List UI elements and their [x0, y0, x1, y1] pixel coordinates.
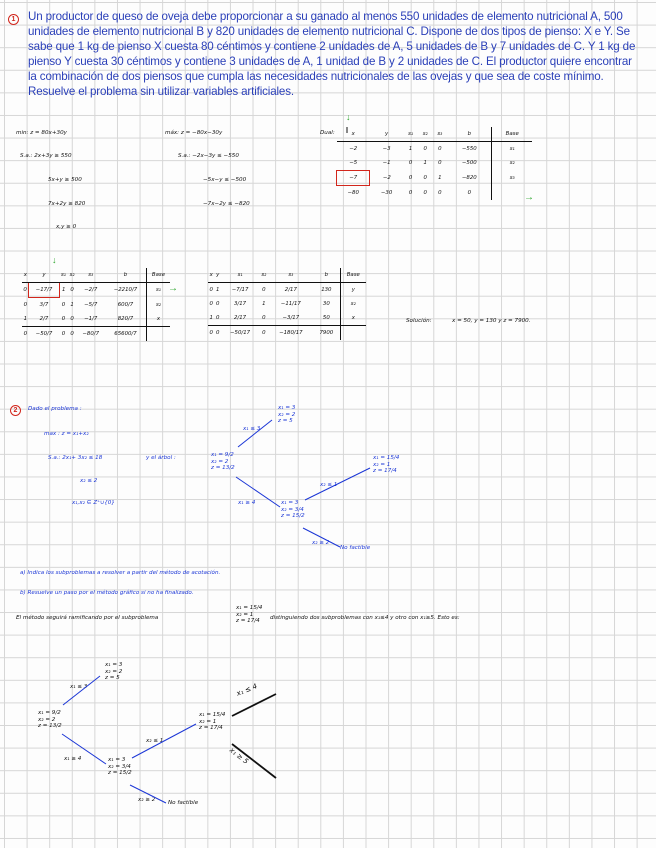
cell: s₃ — [492, 171, 532, 186]
node-line: x₂ = 2 — [211, 458, 229, 465]
cell: 3/7 — [39, 302, 49, 308]
edge-line — [236, 477, 280, 507]
node-line: z = 13/2 — [211, 465, 235, 472]
cell: 2/7 — [39, 316, 49, 322]
node-line: x₁ = 15/4 — [236, 605, 263, 611]
cell: 0 — [423, 189, 427, 196]
neg-constraint-2: −5x−y ≤ −500 — [203, 177, 247, 183]
cell: −2210/7 — [113, 287, 138, 294]
constraint-2: 5x+y ≥ 500 — [48, 177, 82, 183]
cell: 0 — [215, 326, 222, 341]
problem-1-number: 1 — [8, 14, 19, 25]
cell: 50 — [322, 315, 330, 321]
edge-label: x₂ ≤ 1 — [146, 738, 164, 744]
cell: 1 — [209, 315, 213, 321]
node-line: z = 15/2 — [108, 770, 132, 777]
cell: 65600/7 — [105, 327, 146, 342]
cell: 0 — [23, 287, 27, 294]
cell: −50/17 — [221, 326, 259, 341]
node-line: z = 15/2 — [281, 513, 305, 520]
problem-2-constraint-1: S.a.: 2x₁+ 3x₂ ≤ 18 — [48, 455, 103, 461]
cell: −5/7 — [84, 301, 98, 308]
solution-label: Solución: — [406, 318, 432, 324]
col-b: b — [105, 268, 146, 283]
cell: 0 — [467, 189, 472, 196]
cell: 0 — [438, 160, 442, 167]
leaving-arrow-icon: → — [524, 192, 534, 203]
cell: −80/7 — [76, 327, 105, 342]
cell: 1 — [438, 175, 442, 181]
node-line: z = 13/2 — [38, 723, 62, 730]
cell: −2 — [349, 146, 358, 152]
cell: 0 — [408, 160, 413, 167]
node-line: x₂ = 2 — [105, 668, 123, 675]
cell: 0 — [423, 146, 427, 152]
node-line: z = 5 — [105, 675, 120, 682]
problem-2-objective: max : z = x₁+x₂ — [44, 431, 89, 437]
edge-line — [132, 724, 196, 758]
cell: 1 — [262, 301, 266, 307]
cell: s₁ — [492, 142, 532, 157]
col-s3: s₃ — [76, 268, 105, 283]
pivot-cell: −17/7 — [29, 283, 59, 298]
node-line: x₁ = 15/4 — [199, 712, 226, 718]
col-x: x — [22, 268, 29, 283]
cell: s₂ — [146, 298, 170, 313]
part-b: b) Resuelve un paso por el método gráfico si no ha finalizado. — [20, 590, 194, 596]
cell: −5 — [349, 160, 358, 166]
col-x: x — [337, 127, 370, 142]
conclusion-right: distinguiendo dos subproblemas con x₁≤4 y otro con x₁≥5. Esto es: — [270, 615, 460, 621]
node-line: z = 5 — [278, 418, 293, 425]
cell: 0 — [262, 315, 266, 321]
col-s3: s₃ — [433, 127, 448, 142]
edge-line — [130, 785, 166, 803]
node-line: x₁ = 15/4 — [373, 455, 400, 461]
node-line: x₂ = 3/4 — [108, 763, 131, 770]
cell: −30 — [380, 189, 393, 196]
node-line: x₁ = 3 — [281, 500, 299, 506]
min-objective: min: z = 80x+30y — [16, 130, 67, 136]
cell: y — [340, 283, 366, 298]
cell: 2/17 — [234, 315, 247, 321]
infeasible-label: No factible — [340, 545, 371, 551]
cell: 0 — [216, 315, 220, 321]
cell: s₂ — [492, 156, 532, 171]
edge-line — [63, 676, 100, 705]
cell: 7900 — [313, 326, 340, 341]
edge-line — [62, 734, 106, 764]
cell: 130 — [321, 287, 332, 293]
col-s1: s₁ — [59, 268, 68, 283]
branch-line — [232, 694, 276, 716]
branch-label-b: x₁ ≥ 5 — [227, 746, 250, 766]
cell: 1 — [216, 287, 220, 293]
solution-value: x = 50, y = 130 y z = 7900. — [452, 318, 531, 324]
node-line: x₁ = 3 — [108, 757, 126, 763]
node-line: x₁ = 3 — [278, 405, 296, 411]
col-y: y — [215, 268, 222, 283]
dual-label: Dual: — [320, 130, 335, 136]
edge-line — [303, 528, 340, 547]
cell: x — [340, 311, 366, 326]
cell: 600/7 — [117, 301, 134, 308]
cell: 30 — [322, 301, 330, 307]
cell: x — [146, 312, 170, 327]
node-line: x₂ = 1 — [373, 461, 391, 468]
cell: −2 — [382, 175, 391, 181]
constraint-nonneg: x,y ≥ 0 — [56, 224, 77, 230]
edge-label: x₁ ≤ 3 — [243, 426, 261, 432]
conclusion-left: El método seguirá ramificando por el subproblema — [16, 615, 159, 621]
problem-2-integer: x₁,x₂ ∈ Z⁺∪{0} — [72, 500, 115, 506]
entering-arrow-icon: ↓ — [346, 112, 351, 122]
cell: 0 — [208, 326, 215, 341]
edge-label: x₂ ≥ 2 — [312, 540, 330, 546]
col-s3: s₃ — [269, 268, 314, 283]
neg-constraint-3: −7x−2y ≤ −820 — [203, 201, 250, 207]
col-base: Base — [492, 127, 532, 142]
col-s1: s₁ — [403, 127, 418, 142]
node-line: x₁ = 9/2 — [38, 710, 61, 716]
node-line: z = 17/4 — [199, 725, 223, 732]
col-x: x — [208, 268, 215, 283]
cell: 0 — [59, 327, 68, 342]
edge-label: x₂ ≤ 1 — [320, 482, 338, 488]
cell: −1 — [382, 160, 391, 167]
cell: 0 — [70, 316, 74, 322]
edge-line — [238, 420, 272, 447]
cell: 2/17 — [284, 287, 297, 293]
col-s1: s₁ — [221, 268, 259, 283]
problem-2-constraint-2: x₂ ≤ 2 — [80, 478, 98, 484]
cell: −500 — [461, 160, 477, 167]
edge-line — [305, 468, 370, 500]
node-line: x₂ = 2 — [38, 716, 56, 723]
cell: 0 — [70, 287, 74, 294]
branch-label-a: x₁ ≤ 4 — [235, 682, 259, 698]
col-s2: s₂ — [418, 127, 433, 142]
node-line: z = 17/4 — [373, 468, 397, 475]
node-line: x₂ = 1 — [236, 611, 254, 618]
cell: −2/7 — [84, 287, 98, 294]
infeasible-label: No factible — [168, 800, 199, 806]
cell: s₁ — [146, 283, 170, 298]
cell: 0 — [23, 301, 28, 308]
col-b: b — [313, 268, 340, 283]
col-base: Base — [340, 268, 366, 283]
cell: 0 — [61, 301, 66, 308]
node-line: x₂ = 1 — [199, 718, 217, 725]
entering-arrow-icon: ↓ — [52, 255, 57, 265]
constraint-3: 7x+2y ≥ 820 — [48, 201, 86, 207]
cell: −11/17 — [280, 301, 301, 307]
node-line: x₁ = 3 — [105, 662, 123, 668]
cell: s₂ — [340, 297, 366, 311]
col-s2: s₂ — [68, 268, 77, 283]
edge-label: x₁ ≥ 4 — [238, 500, 256, 506]
node-line: z = 17/4 — [236, 618, 260, 625]
cell: 1 — [408, 146, 413, 152]
col-s2: s₂ — [259, 268, 268, 283]
problem-2-number: 2 — [10, 405, 21, 416]
cell: 1 — [70, 301, 74, 308]
edge-label: x₁ ≥ 4 — [64, 756, 82, 762]
cell: 0 — [408, 189, 413, 196]
cell: −7/17 — [231, 287, 249, 293]
col-y: y — [29, 268, 59, 283]
cell: 1 — [23, 316, 28, 322]
cell: −180/17 — [269, 326, 314, 341]
cell: −820 — [461, 175, 477, 181]
cell: 0 — [438, 189, 442, 196]
cell: 0 — [209, 301, 213, 307]
problem-2-intro: Dado el problema : — [28, 406, 82, 412]
branch-line — [232, 744, 276, 778]
cell: 1 — [423, 160, 427, 167]
cell: 0 — [209, 287, 213, 293]
cell: 0 — [61, 316, 66, 322]
problem-1-statement: Un productor de queso de oveja debe proporcionar a su ganado al menos 550 unidades de elemento nutricional A, 500 unidades de elemento nutricional B y 820 unidades de elemento nutricional C. Dispone de dos tipos de pienso: X e Y. Se sabe que 1 kg de pienso X cuesta 80 céntimos y contiene 2 unidades de A, 5 unidades de B y 7 unidades de C. Y 1 kg de pienso Y cuesta 30 céntimos y contiene 3 unidades de A, 1 unidad de B y 2 unidades de C. El productor quiere encontrar la combinación de dos piensos que cumpla las necesidades nutricionales de las ovejas y que sea de coste mínimo. Resuelve el problema sin utilizar variables artificiales. — [28, 10, 636, 98]
cell: −1/7 — [84, 316, 98, 322]
cell: −50/7 — [29, 327, 59, 342]
cell: 0 — [22, 327, 29, 342]
cell: −550 — [461, 146, 477, 152]
cell: 0 — [216, 301, 220, 307]
cell: −3/17 — [282, 315, 300, 321]
max-objective: máx: z = −80x−30y — [165, 130, 223, 136]
cell: 0 — [68, 327, 77, 342]
pivot-cell: −7 — [337, 171, 370, 186]
neg-constraint-1: S.a.: −2x−3y ≤ −550 — [178, 153, 239, 159]
col-b: b — [447, 127, 492, 142]
cell: 0 — [408, 175, 413, 181]
leaving-arrow-icon: → — [168, 283, 178, 294]
cell: −3 — [382, 146, 391, 152]
cell: −80 — [347, 190, 359, 196]
cell: 3/17 — [234, 301, 247, 307]
node-line: x₂ = 3/4 — [281, 506, 304, 513]
cell: 0 — [259, 326, 268, 341]
edge-label: x₂ ≥ 2 — [138, 797, 156, 803]
node-line: x₁ = 9/2 — [211, 452, 234, 458]
cell: 0 — [262, 287, 266, 293]
problem-2-tree-intro: y el árbol : — [146, 455, 176, 461]
cell: 820/7 — [117, 316, 134, 322]
edge-label: x₁ ≤ 3 — [70, 684, 88, 690]
part-a: a) Indica los subproblemas a resolver a partir del método de acotación. — [20, 570, 221, 576]
node-line: x₂ = 2 — [278, 411, 296, 418]
cell: 0 — [423, 175, 427, 181]
constraint-1: S.a.: 2x+3y ≥ 550 — [20, 153, 72, 159]
cell: 1 — [62, 287, 66, 294]
col-base: Base — [146, 268, 170, 283]
cell: 0 — [438, 146, 442, 152]
col-y: y — [370, 127, 403, 142]
